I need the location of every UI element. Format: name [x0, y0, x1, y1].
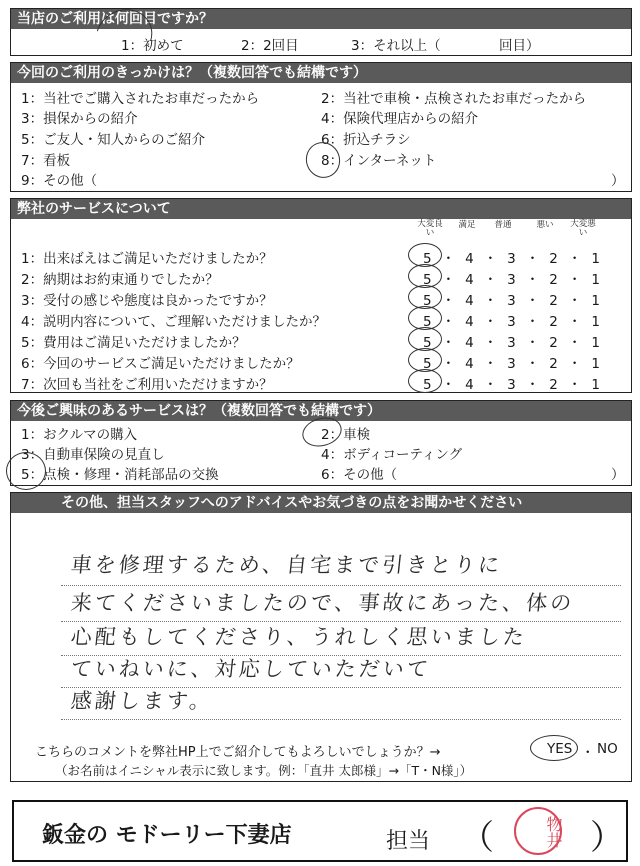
q4-title: 今後ご興味のあるサービスは？（複数回答でも結構です）	[11, 401, 631, 421]
q1-option-1[interactable]: 1：初めて	[121, 38, 184, 54]
q2-item-4[interactable]: 4：保険代理店からの紹介	[321, 111, 479, 127]
comment-line-3: 心配もしてくださり、うれしく思いました	[69, 625, 529, 649]
comment-line-4: ていねいに、対応していただいて	[69, 657, 433, 681]
q4-answer-circle-5	[6, 452, 46, 490]
q3-scale-6[interactable]: 5・4・3・2・1	[423, 356, 610, 372]
staff-label: 担当	[386, 829, 431, 854]
consent-no[interactable]: NO	[597, 741, 618, 757]
scale-header-3: 普通	[494, 220, 512, 230]
q3-question-7: 7：次回も当社をご利用いただけますか？	[21, 377, 273, 393]
q4-item-2[interactable]: 2：車検	[321, 427, 371, 443]
shop-name: 鈑金の モドーリー下妻店	[42, 823, 292, 848]
q4-item-4[interactable]: 4：ボディコーティング	[321, 447, 463, 463]
q2-item-9-close: ）	[611, 173, 625, 189]
footer-box	[12, 800, 628, 862]
q3-question-3: 3：受付の感じや態度は良かったですか？	[21, 293, 273, 309]
comment-line-5: 感謝します。	[69, 689, 215, 713]
staff-seal	[514, 807, 562, 855]
q4-item-1[interactable]: 1：おクルマの購入	[21, 427, 138, 443]
q5-title: その他、担当スタッフへのアドバイスやお気づきの点をお聞かせください	[11, 493, 631, 513]
q2-item-5[interactable]: 5：ご友人・知人からのご紹介	[21, 132, 206, 148]
q3-scale-1[interactable]: 5・4・3・2・1	[423, 251, 610, 267]
q3-title: 弊社のサービスについて	[11, 199, 631, 219]
consent-note: （お名前はイニシャル表示に致します。例：「直井 太郎様」→「T・N様」）	[55, 763, 473, 778]
scale-header-2: 悪い	[536, 220, 554, 230]
staff-paren-close: ）	[590, 818, 624, 858]
q1-option-2[interactable]: 2：2回目	[241, 38, 299, 54]
q3-scale-5[interactable]: 5・4・3・2・1	[423, 335, 610, 351]
scale-header-5: 大変良い	[417, 219, 443, 238]
q3-scale-4[interactable]: 5・4・3・2・1	[423, 314, 610, 330]
seal-text: 物井	[544, 816, 563, 848]
q4-item-3[interactable]: 3：自動車保険の見直し	[21, 447, 165, 463]
comment-line-1: 車を修理するため、自宅まで引きとりに	[69, 553, 504, 577]
q2-item-2[interactable]: 2：当社で車検・点検されたお車だったから	[321, 91, 587, 107]
consent-yes[interactable]: YES	[547, 741, 573, 757]
q2-item-8[interactable]: 8：インターネット	[321, 153, 437, 169]
comment-line-2: 来てくださいましたので、事故にあった、体の	[69, 591, 576, 615]
scale-header-4: 満足	[458, 220, 476, 230]
q3-question-4: 4：説明内容について、ご理解いただけましたか？	[21, 314, 327, 330]
q1-option-3-close: 回目）	[499, 38, 540, 54]
q4-item-5[interactable]: 5：点検・修理・消耗部品の交換	[21, 467, 219, 483]
q2-item-1[interactable]: 1：当社でご購入されたお車だったから	[21, 91, 260, 107]
q3-question-1: 1：出来ばえはご満足いただけましたか？	[21, 251, 273, 267]
q3-scale-7[interactable]: 5・4・3・2・1	[423, 377, 610, 393]
q3-answer-circle-7	[408, 369, 442, 393]
q3-question-6: 6：今回のサービスご満足いただけましたか？	[21, 356, 300, 372]
q2-item-7[interactable]: 7：看板	[21, 153, 71, 169]
q3-question-2: 2：納期はお約束通りでしたか？	[21, 272, 219, 288]
staff-paren-open: （	[460, 818, 494, 858]
q2-item-3[interactable]: 3：損保からの紹介	[21, 111, 138, 127]
scale-header-1: 大変悪い	[570, 219, 596, 238]
q3-section	[10, 198, 632, 393]
q3-scale-3[interactable]: 5・4・3・2・1	[423, 293, 610, 309]
consent-question: こちらのコメントを弊社HP上でご紹介してもよろしいでしょうか？→	[35, 745, 441, 760]
q4-item-6[interactable]: 6：その他（	[321, 467, 398, 483]
q3-question-5: 5：費用はご満足いただけましたか？	[21, 335, 246, 351]
consent-yes-circle	[530, 735, 578, 761]
consent-sep: ・	[581, 745, 595, 761]
q2-title: 今回のご利用のきっかけは？（複数回答でも結構です）	[11, 63, 631, 83]
q2-item-6[interactable]: 6：折込チラシ	[321, 132, 411, 148]
q3-scale-2[interactable]: 5・4・3・2・1	[423, 272, 610, 288]
q1-option-3[interactable]: 3：それ以上（	[351, 38, 441, 54]
q1-title: 当店のご利用は何回目ですか？	[11, 9, 631, 29]
q2-item-9[interactable]: 9：その他（	[21, 173, 98, 189]
q4-item-6-close: ）	[611, 467, 625, 483]
